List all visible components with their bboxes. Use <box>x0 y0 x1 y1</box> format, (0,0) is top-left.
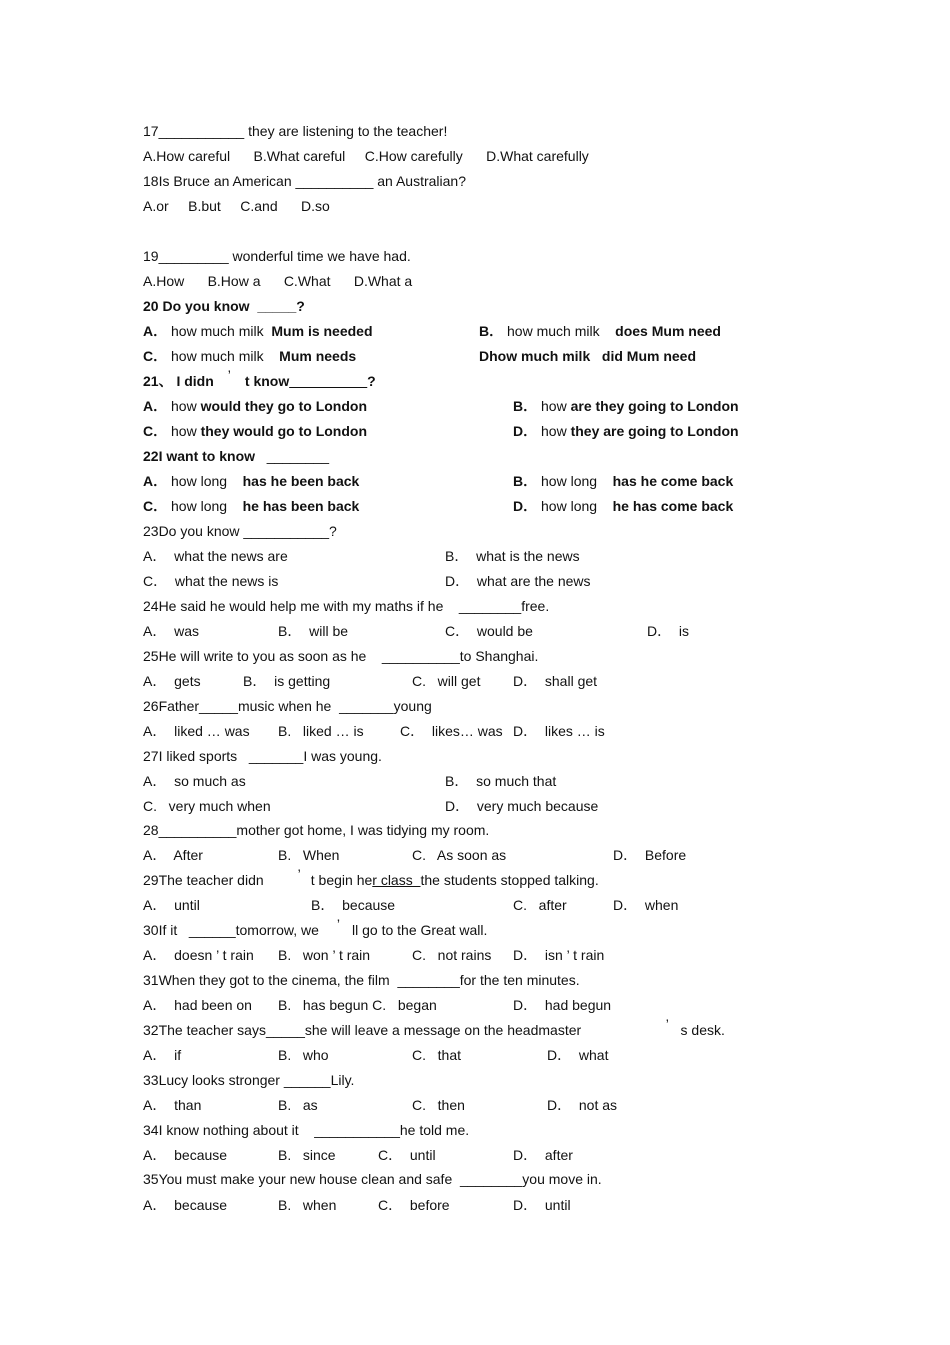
q32-option-d: D． what <box>547 1047 609 1063</box>
q26-option-c: C． likes… was <box>400 723 503 739</box>
q22-option-b: B． how long has he come back <box>513 473 734 489</box>
q26-option-d: D． likes … is <box>513 723 605 739</box>
q33-option-a: A． than <box>143 1097 202 1113</box>
q23-option-b: B． what is the news <box>445 548 580 564</box>
q25-option-a: A． gets <box>143 673 201 689</box>
q30-option-d: D． isn ’ t rain <box>513 947 605 963</box>
q24-option-b: B． will be <box>278 623 349 639</box>
q30-option-c: C. not rains <box>412 947 492 963</box>
q32-option-a: A． if <box>143 1047 182 1063</box>
q34-option-b: B. since <box>278 1147 336 1163</box>
q30-option-a: A． doesn ’ t rain <box>143 947 254 963</box>
q27-option-c: C. very much when <box>143 798 271 814</box>
q18-stem: 18Is Bruce an American __________ an Australian? <box>143 173 467 189</box>
q24-option-d: D． is <box>647 623 689 639</box>
q23-stem: 23Do you know ___________? <box>143 523 337 539</box>
q21-option-a: A． how would they go to London <box>143 398 368 414</box>
q28-option-d: D． Before <box>613 847 687 863</box>
q33-stem: 33Lucy looks stronger ______Lily. <box>143 1072 355 1088</box>
q24-option-a: A． was <box>143 623 200 639</box>
q21-option-d: D． how they are going to London <box>513 423 739 439</box>
q32-stem: 32The teacher says_____she will leave a message on the headmaster ’ s desk. <box>143 1016 725 1038</box>
q31-option-d: D． had begun <box>513 997 612 1013</box>
q18-options: A.or B.but C.and D.so <box>143 198 330 214</box>
q32-option-c: C. that <box>412 1047 462 1063</box>
q23-option-c: C． what the news is <box>143 573 279 589</box>
q20-option-a: A． how much milk Mum is needed <box>143 323 373 339</box>
q21-stem: 21、 I didn ’ t know__________? <box>143 367 376 389</box>
q26-option-b: B. liked … is <box>278 723 364 739</box>
q30-option-b: B. won ’ t rain <box>278 947 371 963</box>
q29-option-c: C. after <box>513 897 567 913</box>
q29-stem: 29The teacher didn ’ t begin her class the students stopped talking. <box>143 866 599 888</box>
q31-option-bc: B. has begun C. began <box>278 997 437 1013</box>
q25-option-c: C. will get <box>412 673 481 689</box>
q33-option-b: B. as <box>278 1097 318 1113</box>
q35-stem: 35You must make your new house clean and safe ________you move in. <box>143 1171 602 1187</box>
q22-blank: ________ <box>266 448 329 464</box>
q20-option-b: B． how much milk does Mum need <box>479 323 721 339</box>
q21-option-c: C． how they would go to London <box>143 423 368 439</box>
q22-option-c: C． how long he has been back <box>143 498 360 514</box>
q28-stem: 28__________mother got home, I was tidying my room. <box>143 822 490 838</box>
q23-option-d: D． what are the news <box>445 573 591 589</box>
q28-option-a: A． After <box>143 847 203 863</box>
q32-option-b: B. who <box>278 1047 329 1063</box>
q29-option-d: D． when <box>613 897 679 913</box>
q33-option-d: D． not as <box>547 1097 618 1113</box>
q20-blank: _____ <box>257 298 297 314</box>
q34-option-d: D． after <box>513 1147 573 1163</box>
q22-option-d: D． how long he has come back <box>513 498 734 514</box>
q34-option-c: C． until <box>378 1147 436 1163</box>
q25-stem: 25He will write to you as soon as he __________to Shanghai. <box>143 648 539 664</box>
q35-option-d: D． until <box>513 1197 571 1213</box>
q35-option-a: A． because <box>143 1197 228 1213</box>
q22-stem: 22I want to know ________ <box>143 448 329 464</box>
q21-blank: __________ <box>289 373 368 389</box>
q23-option-a: A． what the news are <box>143 548 288 564</box>
q27-stem: 27I liked sports _______I was young. <box>143 748 382 764</box>
q33-option-c: C. then <box>412 1097 465 1113</box>
q20-option-d: Dhow much milk did Mum need <box>479 348 697 364</box>
q17-options: A.How careful B.What careful C.How carefully D.What carefully <box>143 148 589 164</box>
q29-option-b: B． because <box>311 897 396 913</box>
q29-option-a: A． until <box>143 897 200 913</box>
q35-option-b: B. when <box>278 1197 337 1213</box>
q25-option-d: D． shall get <box>513 673 598 689</box>
q24-stem: 24He said he would help me with my maths if he ________free. <box>143 598 550 614</box>
q26-stem: 26Father_____music when he _______young <box>143 698 432 714</box>
q28-option-b: B. When <box>278 847 340 863</box>
q27-option-a: A． so much as <box>143 773 246 789</box>
q19-options: A.How B.How a C.What D.What a <box>143 273 413 289</box>
q27-option-d: D． very much because <box>445 798 599 814</box>
q25-option-b: B． is getting <box>243 673 331 689</box>
q20-stem: 20 Do you know _____? <box>143 298 305 314</box>
q30-stem: 30If it ______tomorrow, we ’ ll go to the Great wall. <box>143 916 488 938</box>
q28-option-c: C. As soon as <box>412 847 507 863</box>
q27-option-b: B． so much that <box>445 773 557 789</box>
q35-option-c: C． before <box>378 1197 450 1213</box>
q26-option-a: A． liked … was <box>143 723 250 739</box>
q31-stem: 31When they got to the cinema, the film ________for the ten minutes. <box>143 972 580 988</box>
q19-stem: 19_________ wonderful time we have had. <box>143 248 411 264</box>
q34-option-a: A． because <box>143 1147 228 1163</box>
q34-stem: 34I know nothing about it ___________he told me. <box>143 1122 470 1138</box>
q20-option-c: C． how much milk Mum needs <box>143 348 357 364</box>
q22-option-a: A． how long has he been back <box>143 473 360 489</box>
q17-stem: 17___________ they are listening to the teacher! <box>143 123 448 139</box>
q31-option-a: A． had been on <box>143 997 252 1013</box>
q24-option-c: C． would be <box>445 623 533 639</box>
q21-option-b: B． how are they going to London <box>513 398 739 414</box>
